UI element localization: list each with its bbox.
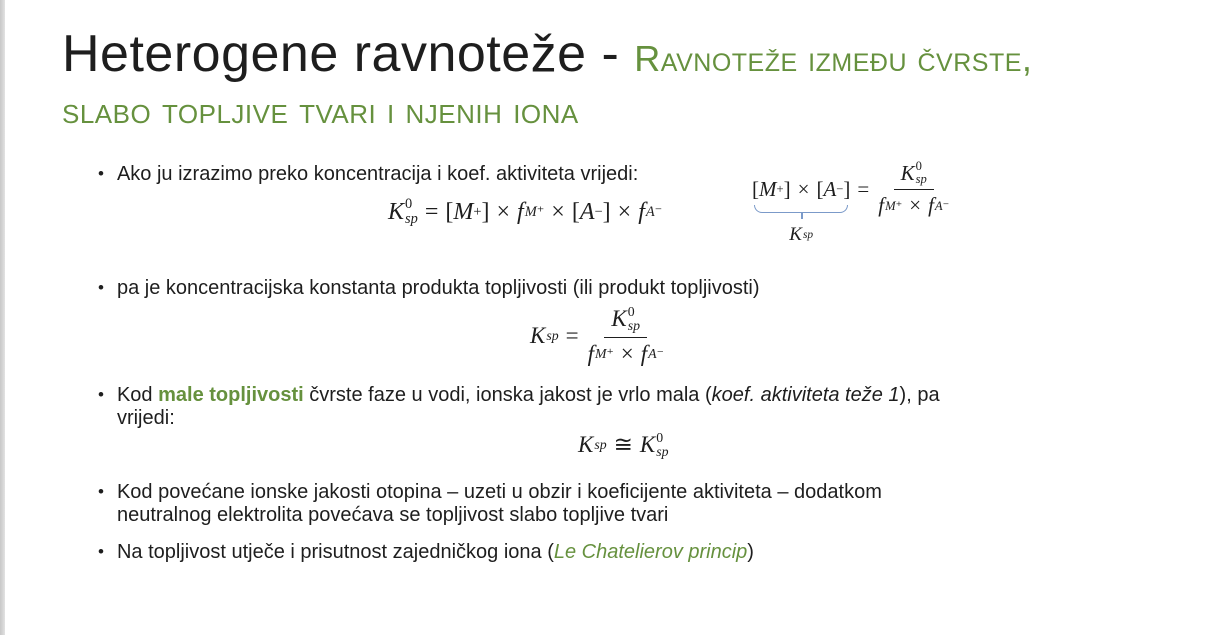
math-token: f bbox=[517, 198, 524, 225]
sup-sub-stack bbox=[656, 431, 668, 460]
text-segment: male topljivosti bbox=[158, 384, 304, 406]
math-token: sp bbox=[594, 437, 607, 453]
formula-ksp0-definition bbox=[388, 197, 662, 227]
math-token: + bbox=[776, 181, 784, 196]
math-token: K bbox=[639, 432, 656, 458]
bullet-dot: • bbox=[98, 164, 104, 183]
math-token: × bbox=[620, 340, 634, 366]
math-token: M⁺ bbox=[885, 198, 903, 213]
text-segment: Le Chatelierov princip bbox=[553, 541, 748, 563]
math-token: M⁺ bbox=[595, 345, 614, 361]
formula-ksp-approx bbox=[578, 431, 669, 460]
math-token: × bbox=[797, 176, 810, 201]
bullet-item-1 bbox=[98, 163, 638, 186]
math-token: ] bbox=[602, 198, 611, 225]
slide-left-edge bbox=[0, 0, 5, 635]
bullet-item-2 bbox=[98, 277, 760, 300]
math-token: sp bbox=[546, 327, 559, 343]
text-segment: koef. aktiviteta teže 1 bbox=[711, 384, 900, 406]
text-segment: vrijedi: bbox=[116, 406, 175, 429]
text-segment: Na topljivost utječe i prisutnost zajedničkog iona ( bbox=[116, 541, 554, 563]
math-token: − bbox=[594, 203, 603, 220]
math-token: M⁺ bbox=[524, 203, 545, 220]
math-token: sp bbox=[802, 228, 814, 241]
subscript: sp bbox=[627, 318, 641, 334]
math-token: f bbox=[928, 193, 934, 218]
math-token: − bbox=[836, 181, 844, 196]
text-segment: ), pa bbox=[899, 384, 940, 406]
subscript: sp bbox=[405, 211, 418, 228]
math-token: f bbox=[638, 198, 645, 225]
math-token: A⁻ bbox=[645, 203, 663, 220]
math-token: K bbox=[900, 160, 915, 185]
math-token: ] bbox=[783, 176, 791, 201]
fraction-numerator bbox=[604, 305, 647, 338]
underbrace-tick bbox=[801, 212, 803, 219]
bullet-text bbox=[117, 163, 638, 186]
math-token: = bbox=[565, 322, 579, 348]
text-segment: čvrste faze u vodi, ionska jakost je vrlo mala ( bbox=[303, 384, 712, 406]
math-token: f bbox=[587, 340, 594, 366]
text-segment: Kod bbox=[116, 384, 159, 406]
sup-sub-stack bbox=[916, 160, 927, 186]
sup-sub-stack bbox=[405, 197, 418, 227]
math-token: f bbox=[640, 340, 648, 366]
bullet-item-3 bbox=[98, 384, 940, 430]
formula-ksp-concentration bbox=[530, 305, 666, 367]
bullet-dot: • bbox=[98, 385, 104, 404]
superscript: 0 bbox=[915, 159, 922, 173]
bullet-text bbox=[117, 277, 760, 300]
text-segment: neutralnog elektrolita povećava se topljivost slabo topljive tvari bbox=[116, 503, 669, 526]
math-token: M bbox=[759, 176, 777, 201]
fraction bbox=[878, 160, 949, 218]
math-token: × bbox=[617, 198, 632, 225]
superscript: 0 bbox=[405, 196, 413, 212]
page-title bbox=[62, 24, 1032, 84]
bullet-item-5 bbox=[98, 541, 754, 564]
text-segment: pa je koncentracijska konstanta produkta topljivosti (ili produkt topljivosti) bbox=[116, 277, 760, 299]
title-main: Heterogene ravnoteže - bbox=[62, 25, 635, 83]
fraction-denominator bbox=[878, 190, 949, 218]
bullet-text bbox=[117, 541, 754, 564]
math-token: A⁻ bbox=[934, 198, 950, 213]
sup-sub-stack bbox=[628, 305, 640, 334]
bullet-dot: • bbox=[98, 278, 104, 297]
fraction bbox=[588, 305, 664, 367]
math-token: = bbox=[424, 198, 439, 225]
superscript: 0 bbox=[656, 430, 664, 445]
text-segment: Kod povećane ionske jakosti otopina – uzeti u obzir i koeficijente aktiviteta – dodatkom bbox=[116, 481, 882, 503]
underbrace-label bbox=[789, 224, 813, 246]
math-token: A⁻ bbox=[648, 345, 664, 361]
math-token: f bbox=[878, 193, 885, 218]
bullet-item-4 bbox=[98, 481, 882, 527]
math-token: × bbox=[909, 193, 922, 218]
math-token: [ bbox=[752, 176, 759, 201]
math-token: ≅ bbox=[613, 432, 633, 458]
bullet-text bbox=[117, 384, 940, 430]
formula-annotation bbox=[752, 159, 951, 245]
fraction-denominator bbox=[588, 338, 664, 367]
math-token: + bbox=[473, 203, 482, 220]
math-token: × bbox=[551, 198, 565, 225]
math-token: ] bbox=[481, 198, 490, 225]
bullet-text bbox=[117, 481, 882, 527]
math-token: A bbox=[823, 176, 837, 201]
math-token: × bbox=[496, 198, 511, 225]
fraction-numerator bbox=[894, 160, 934, 190]
annotation-lhs bbox=[752, 176, 851, 245]
text-segment: Ako ju izrazimo preko koncentracija i koef. aktiviteta vrijedi: bbox=[116, 163, 639, 185]
math-token: [ bbox=[571, 198, 580, 225]
math-token: K bbox=[530, 322, 546, 348]
subscript: sp bbox=[656, 444, 669, 460]
math-token: K bbox=[789, 223, 802, 245]
math-token: K bbox=[388, 198, 405, 225]
text-segment: ) bbox=[747, 541, 754, 563]
bullet-dot: • bbox=[98, 482, 104, 501]
math-token: = bbox=[857, 176, 870, 201]
bullet-dot: • bbox=[98, 542, 104, 561]
math-token: ] bbox=[843, 176, 851, 201]
math-token: K bbox=[611, 306, 627, 332]
math-token: [ bbox=[445, 198, 454, 225]
math-token: A bbox=[579, 198, 595, 225]
math-token: [ bbox=[816, 176, 824, 201]
title-accent-line2: slabo topljive tvari i njenih iona bbox=[62, 90, 579, 131]
math-token: M bbox=[453, 198, 474, 225]
subscript: sp bbox=[915, 172, 927, 187]
superscript: 0 bbox=[627, 304, 635, 319]
math-token: K bbox=[578, 432, 594, 458]
title-accent-line1: Ravnoteže između čvrste, bbox=[634, 38, 1033, 79]
